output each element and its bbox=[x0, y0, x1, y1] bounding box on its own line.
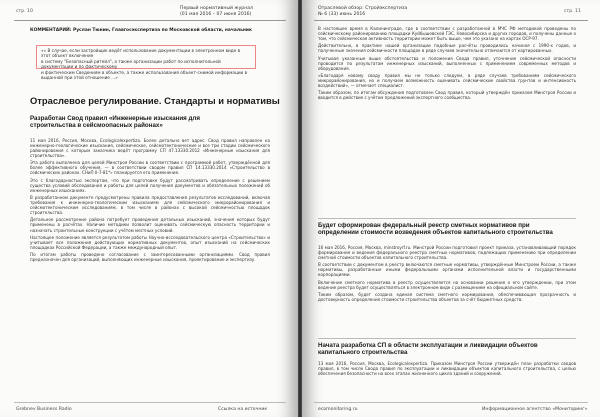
page-number: стр. 10 bbox=[16, 9, 33, 14]
commentary-author: КОММЕНТАРИЙ: Руслан Тюнин, Главгосэкспертиза по Московской области, начальник bbox=[30, 28, 252, 33]
article-paragraph: Это с благодарностью экспертам, что при подготовке будут рассматривать определение с решением существа условий обследования и работы для целей получения документов и обязательных положений об инженерных изысканиях. bbox=[30, 177, 270, 193]
quote-line: «« В случае, если застройщик ведёт использование документации в электронном виде в этот объект включение bbox=[41, 48, 241, 58]
article-divider bbox=[318, 338, 576, 339]
quote-box bbox=[36, 45, 256, 80]
article-body bbox=[318, 361, 576, 378]
article-continuation bbox=[318, 26, 576, 103]
article-paragraph: «Благодаря новому своду правил мы не только следуем, в ряде случаев требованиям сейсмического микрорайонирования, но и получаем возможность оценивать сейсмические свойства грунтов и интенсивность воздействий», — отмечает специалист. bbox=[318, 72, 576, 89]
left-page bbox=[0, 0, 298, 417]
article-body bbox=[318, 245, 576, 304]
article-paragraph: Включение сметного норматива в реестр осуществляется на основании решения о его утверждении, при этом ведение реестра будет осуществляться в электронном виде с размещением на официальном сайте. bbox=[318, 279, 576, 290]
footer-source: Информационное агентство «Мониторинг» bbox=[482, 407, 588, 412]
article-title: Будет сформирован федеральный реестр сметных нормативов при определении стоимости возведения объектов капитального строительства bbox=[318, 222, 553, 237]
article-title: Разработан Свод правил «Инженерные изыскания для строительства в сейсмоопасных районах» bbox=[30, 115, 200, 130]
page-header: Отраслевой обзор: Стройэкспертиза № 6 (33) июнь 2016 bbox=[318, 6, 408, 17]
article-paragraph: В разработанном документе предусмотрены правила предоставления результатов исследований, включая требования к инженерно-геологическим изысканиям для сейсмического микрорайонирования и сейсмотектоническим исследованиям, в том числе в районах с высокой сейсмичностью площадок строительства. bbox=[30, 195, 270, 216]
header-divider bbox=[14, 20, 286, 21]
article-paragraph: Эта работа выполнена для целей Минстроя России в соответствии с программой работ, утверждённой для более эффективного обучения, — в соответствии сводом правил СП 14.13330.2014 «Строительство в сейсмических районах. СНиП II-7-81*» планируется его применение. bbox=[30, 160, 270, 176]
article-title: Начата разработка СП в области эксплуатации и ликвидации объектов капитального строительства bbox=[318, 342, 538, 357]
page-header: Первый нормативный журнал (01 мая 2016 – 07 июня 2016) bbox=[180, 6, 253, 17]
footer-link[interactable]: Ссылка на источник bbox=[218, 407, 268, 412]
footer-divider bbox=[314, 402, 588, 403]
right-page bbox=[302, 0, 600, 417]
header-divider bbox=[314, 20, 588, 21]
article-paragraph: 11 мая 2016, Россия, Москва, Ecologicalexpertiza. Более детально вет адрес. Свод правил направлен на инженерно-геологические изыскания, сейсмическое, сейсмотектонические и все три стадии сейсмического районирования с которым заказчика ведёт программу СП 47.13330.2012 «Инженерные изыскания для строительства». bbox=[30, 138, 270, 159]
article-divider bbox=[318, 218, 576, 219]
section-title: Отраслевое регулирование. Стандарты и нормативы bbox=[30, 95, 280, 106]
quote-line: в систему "Безопасный ритейл", а также организации работ по исполнительной документации и по фактическому bbox=[41, 59, 221, 69]
article-paragraph: Детальное рассмотрение района потребует проведения детальных изысканий, значения которых будут применены в расчётах. Наличие методики позволит оценивать сейсмическую опасность территории и назначать строительные конструкции с учётом местных условий. bbox=[30, 217, 270, 233]
article-paragraph: В соответствии с документом в реестр включаются сметные нормативы, утверждённые Минстроем России, а также нормативы, разработанные иными федеральными органами исполнительной власти и государственными корпорациями. bbox=[318, 262, 576, 278]
article-paragraph: Настоящее положение является результатом работы Научно-исследовательского центра «Строительство» и учитывает все положения действующих нормативных документов, опыт изысканий на сейсмических площадках Российской Федерации, а также международный опыт. bbox=[30, 234, 270, 250]
footer-divider bbox=[14, 402, 286, 403]
article-paragraph: Действительно, в практике нашей организации подобные расчёты проводились начиная с 1990-х годов, и полученные значения сейсмичности площадок в ряде случаев значительно отличаются от картированных. bbox=[318, 43, 576, 54]
quote-line: и фактическим Сведениям в объекте, а также использования объект-снимой информации в выданной при этой отношение ...» bbox=[41, 70, 248, 80]
article-paragraph: Учитывая указанные выше обстоятельства и положения Свода правил, уточнение сейсмической опасности проводится по результатам инженерных изысканий, выполненных с применением современных методов и оборудования. bbox=[318, 55, 576, 71]
footer-link[interactable]: ecomonitoring.ru bbox=[318, 407, 358, 412]
article-paragraph: Таким образом, будет создана единая система сметного нормирования, обеспечивающая прозрачность и достоверность определения стоимости строительства объектов за счёт бюджетных средств. bbox=[318, 291, 576, 302]
footer-source: Grebnev Business Radio bbox=[16, 407, 72, 412]
article-paragraph: 16 мая 2016, Россия, Москва, minstroyrf.ru. Минстрой России подготовил проект приказа, устанавливающий порядок формирования и ведения федерального реестра сметных нормативов, подлежащих применению при определении сметной стоимости объектов капитального строительства. bbox=[318, 245, 576, 261]
page-number: стр. 11 bbox=[564, 9, 581, 14]
article-paragraph: В настоящее время в Калининграде, где в соответствии с разработанной в МЧС РФ методикой проведены по сейсмическому районированию площадки Куйбышевской ГЭС, Новосибирска и других городов, и получены данные о том, что сейсмическая активность территории может быть выше, чем это указано на картах ОСР-97. bbox=[318, 26, 576, 42]
article-paragraph: 13 мая 2016, Россия, Москва, Ecologicalexpertiza. Приказом Минстроя России утверждён план разработки сводов правил, в том числе Свода правил по эксплуатации и ликвидации объектов капитального строительства, с целью обеспечения безопасности на всех этапах жизненного цикла зданий и сооружений. bbox=[318, 361, 576, 377]
article-body bbox=[30, 138, 270, 264]
article-paragraph: По итогам работы проведено согласование с заинтересованными организациями. Свод правил предназначен для организаций, выполняющих инженерные изыскания, проектирование и экспертизу. bbox=[30, 252, 270, 263]
article-paragraph: Таким образом, по итогам обсуждения подготовлен Свод правил, который утверждён приказом Минстроя России и вводится в действие с учётом предложений экспертного сообщества. bbox=[318, 90, 576, 101]
